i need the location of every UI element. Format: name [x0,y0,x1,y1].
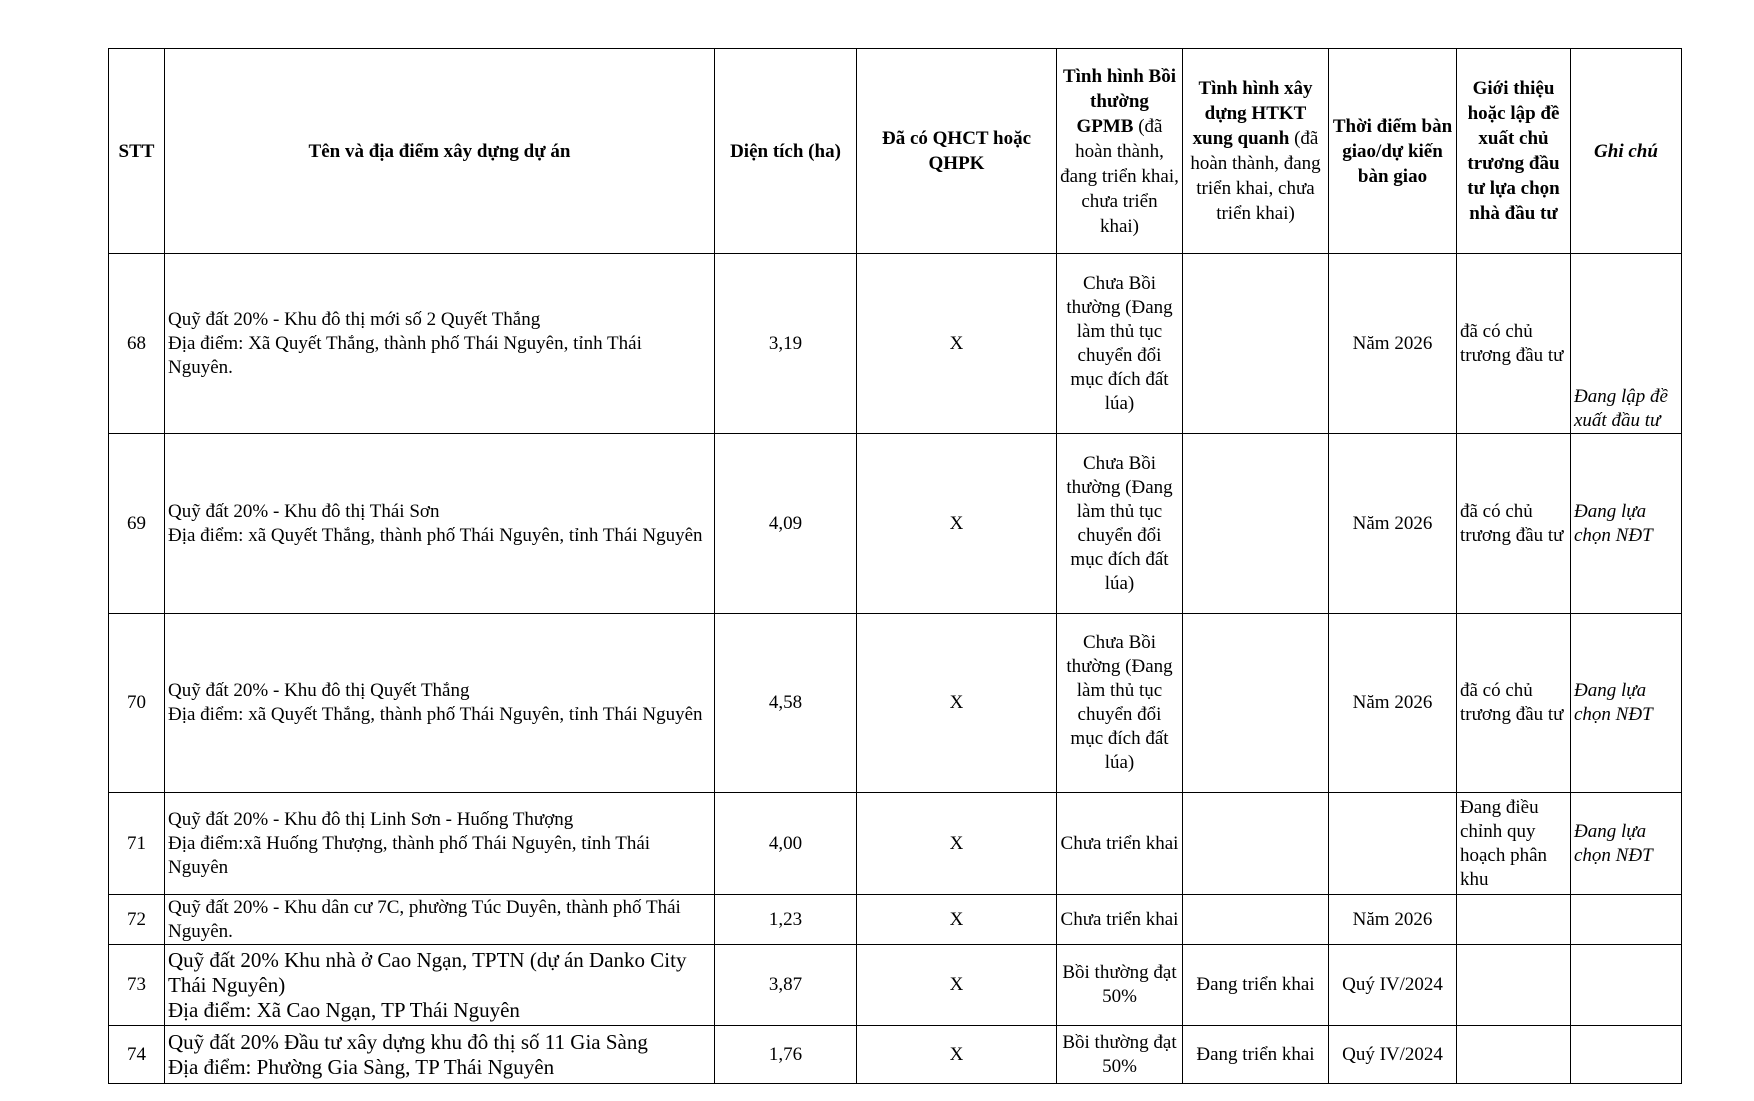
stt-cell: 73 [109,945,165,1026]
projects-table [108,48,1682,1084]
area-cell: 3,87 [715,945,857,1026]
table-row [109,895,1682,945]
table-body [109,254,1682,1084]
investor-cell: đã có chủ trương đầu tư [1457,614,1571,793]
compensation-cell: Chưa triển khai [1057,895,1183,945]
plan-mark-cell: X [857,1026,1057,1084]
project-name: Quỹ đất 20% - Khu đô thị Linh Sơn - Huống Thượng [168,808,574,830]
project-cell [165,254,715,434]
infrastructure-cell: Đang triển khai [1183,1026,1329,1084]
compensation-cell: Chưa Bồi thường (Đang làm thủ tục chuyển đổi mục đích đất lúa) [1057,254,1183,434]
header-infrastructure [1183,49,1329,254]
project-location: Địa điểm: Phường Gia Sàng, TP Thái Nguyên [168,1054,555,1079]
infrastructure-cell [1183,254,1329,434]
investor-cell [1457,945,1571,1026]
header-note: Ghi chú [1571,49,1682,254]
note-cell [1571,1026,1682,1084]
table-row [109,434,1682,614]
area-cell: 4,09 [715,434,857,614]
plan-mark-cell: X [857,434,1057,614]
project-cell [165,1026,715,1084]
plan-mark-cell: X [857,895,1057,945]
project-cell [165,793,715,895]
project-name: Quỹ đất 20% - Khu dân cư 7C, phường Túc Duyên, thành phố Thái Nguyên. [168,896,681,942]
handover-cell: Năm 2026 [1329,614,1457,793]
header-project-name: Tên và địa điểm xây dựng dự án [165,49,715,254]
project-cell [165,945,715,1026]
compensation-cell: Chưa triển khai [1057,793,1183,895]
handover-cell [1329,793,1457,895]
area-cell: 3,19 [715,254,857,434]
infrastructure-cell [1183,434,1329,614]
header-stt: STT [109,49,165,254]
note-cell: Đang lựa chọn NĐT [1571,614,1682,793]
table-row [109,614,1682,793]
compensation-cell: Bồi thường đạt 50% [1057,1026,1183,1084]
table-row [109,1026,1682,1084]
handover-cell: Quý IV/2024 [1329,945,1457,1026]
area-cell: 4,00 [715,793,857,895]
stt-cell: 71 [109,793,165,895]
plan-mark-cell: X [857,793,1057,895]
compensation-cell: Chưa Bồi thường (Đang làm thủ tục chuyển đổi mục đích đất lúa) [1057,614,1183,793]
area-cell: 1,23 [715,895,857,945]
header-plan: Đã có QHCT hoặc QHPK [857,49,1057,254]
plan-mark-cell: X [857,254,1057,434]
stt-cell: 68 [109,254,165,434]
stt-cell: 74 [109,1026,165,1084]
stt-cell: 69 [109,434,165,614]
note-cell [1571,895,1682,945]
table-row [109,945,1682,1026]
area-cell: 1,76 [715,1026,857,1084]
project-location: Địa điểm: xã Quyết Thắng, thành phố Thái Nguyên, tỉnh Thái Nguyên [168,704,703,725]
note-cell: Đang lựa chọn NĐT [1571,793,1682,895]
note-cell [1571,945,1682,1026]
header-compensation-note: (đã hoàn thành, đang triển khai, chưa triển khai) [1060,115,1179,237]
project-name: Quỹ đất 20% Đầu tư xây dựng khu đô thị số 11 Gia Sàng [168,1029,648,1054]
header-compensation [1057,49,1183,254]
investor-cell: đã có chủ trương đầu tư [1457,254,1571,434]
project-location: Địa điểm:xã Huống Thượng, thành phố Thái Nguyên, tỉnh Thái Nguyên [168,832,651,878]
header-row [109,49,1682,254]
compensation-cell: Bồi thường đạt 50% [1057,945,1183,1026]
project-name: Quỹ đất 20% - Khu đô thị Quyết Thắng [168,680,470,701]
project-name: Quỹ đất 20% - Khu đô thị mới số 2 Quyết Thắng [168,308,541,330]
infrastructure-cell [1183,895,1329,945]
infrastructure-cell [1183,614,1329,793]
investor-cell: đã có chủ trương đầu tư [1457,434,1571,614]
area-cell: 4,58 [715,614,857,793]
project-cell [165,895,715,945]
infrastructure-cell [1183,793,1329,895]
handover-cell: Năm 2026 [1329,895,1457,945]
investor-cell: Đang điều chỉnh quy hoạch phân khu [1457,793,1571,895]
plan-mark-cell: X [857,945,1057,1026]
note-cell: Đang lập đề xuất đầu tư [1571,254,1682,434]
header-area: Diện tích (ha) [715,49,857,254]
project-name: Quỹ đất 20% Khu nhà ở Cao Ngạn, TPTN (dự án Danko City Thái Nguyên) [168,947,687,997]
header-infrastructure-note: (đã hoàn thành, đang triển khai, chưa triển khai) [1190,128,1321,224]
investor-cell [1457,1026,1571,1084]
header-investor: Giới thiệu hoặc lập đề xuất chủ trương đầu tư lựa chọn nhà đầu tư [1457,49,1571,254]
stt-cell: 72 [109,895,165,945]
header-compensation-title: Tình hình Bồi thường GPMB [1062,65,1177,137]
plan-mark-cell: X [857,614,1057,793]
stt-cell: 70 [109,614,165,793]
header-handover: Thời điểm bàn giao/dự kiến bàn giao [1329,49,1457,254]
project-location: Địa điểm: xã Quyết Thắng, thành phố Thái Nguyên, tỉnh Thái Nguyên [168,524,703,546]
note-cell: Đang lựa chọn NĐT [1571,434,1682,614]
handover-cell: Quý IV/2024 [1329,1026,1457,1084]
header-infrastructure-title: Tình hình xây dựng HTKT xung quanh [1192,78,1313,149]
table-row [109,793,1682,895]
project-name: Quỹ đất 20% - Khu đô thị Thái Sơn [168,500,440,522]
handover-cell: Năm 2026 [1329,434,1457,614]
project-location: Địa điểm: Xã Quyết Thắng, thành phố Thái Nguyên, tỉnh Thái Nguyên. [168,332,642,378]
table-header [109,49,1682,254]
table-row [109,254,1682,434]
project-cell [165,434,715,614]
project-cell [165,614,715,793]
handover-cell: Năm 2026 [1329,254,1457,434]
compensation-cell: Chưa Bồi thường (Đang làm thủ tục chuyển đổi mục đích đất lúa) [1057,434,1183,614]
infrastructure-cell: Đang triển khai [1183,945,1329,1026]
investor-cell [1457,895,1571,945]
project-location: Địa điểm: Xã Cao Ngạn, TP Thái Nguyên [168,997,520,1022]
